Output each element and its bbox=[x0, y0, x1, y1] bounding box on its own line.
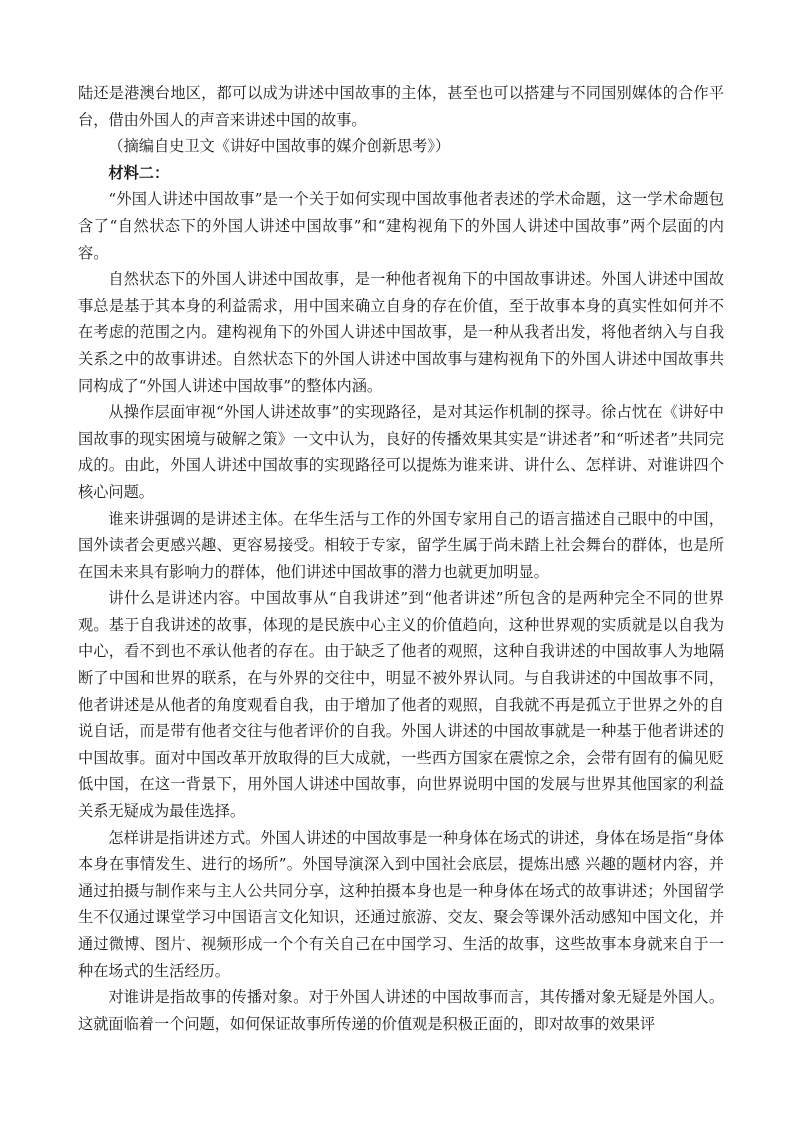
document-page bbox=[78, 80, 724, 1037]
paragraph: 怎样讲是指讲述方式。外国人讲述的中国故事是一种身体在场式的讲述，身体在场是指“身体本身在事情发生、进行的场所”。外国导演深入到中国社会底层，提炼出感 兴趣的题材内容，并通过拍摄与制作来与主人公共同分享，这种拍摄本身也是一种身体在场式的故事讲述；外国留学生不仅通过课堂学习中国语言文化知识，还通过旅游、交友、聚会等课外活动感知中国文化，并通过微博、图片、视频形成一个个有关自己在中国学习、生活的故事，这些故事本身就来自于一种在场式的生活经历。 bbox=[78, 828, 724, 980]
paragraph: 自然状态下的外国人讲述中国故事，是一种他者视角下的中国故事讲述。外国人讲述中国故事总是基于其本身的利益需求，用中国来确立自身的存在价值，至于故事本身的真实性如何并不在考虑的范围之内。建构视角下的外国人讲述中国故事，是一种从我者出发，将他者纳入与自我关系之中的故事讲述。自然状态下的外国人讲述中国故事与建构视角下的外国人讲述中国故事共同构成了“外国人讲述中国故事”的整体内涵。 bbox=[78, 270, 724, 395]
section-heading: 材料二： bbox=[108, 163, 170, 182]
paragraph: 从操作层面审视“外国人讲述故事”的实现路径，是对其运作机制的探寻。徐占忱在《讲好中国故事的现实困境与破解之策》一文中认为，良好的传播效果其实是“讲述者”和“听述者”共同完成的。由此，外国人讲述中国故事的实现路径可以提炼为谁来讲、讲什么、怎样讲、对谁讲四个核心问题。 bbox=[78, 403, 724, 501]
source-citation: （摘编自史卫文《讲好中国故事的媒介创新思考》） bbox=[108, 137, 451, 156]
paragraph: 讲什么是讲述内容。中国故事从“自我讲述”到“他者讲述”所包含的是两种完全不同的世界观。基于自我讲述的故事，体现的是民族中心主义的价值趋向，这种世界观的实质就是以自我为中心，看不到也不承认他者的存在。由于缺乏了他者的观照，这种自我讲述的中国故事人为地隔断了中国和世界的联系，在与外界的交往中，明显不被外界认同。与自我讲述的中国故事不同，他者讲述是从他者的角度观看自我，由于增加了他者的观照，自我就不再是孤立于世界之外的自说自话，而是带有他者交往与他者评价的自我。外国人讲述的中国故事就是一种基于他者讲述的中国故事。面对中国改革开放取得的巨大成就，一些西方国家在震惊之余，会带有固有的偏见贬低中国，在这一背景下，用外国人讲述中国故事，向世界说明中国的发展与世界其他国家的利益关系无疑成为最佳选择。 bbox=[78, 589, 724, 821]
paragraph: 谁来讲强调的是讲述主体。在华生活与工作的外国专家用自己的语言描述自己眼中的中国，国外读者会更感兴趣、更容易接受。相较于专家，留学生属于尚未踏上社会舞台的群体，也是所在国未来具有影响力的群体，他们讲述中国故事的潜力也就更加明显。 bbox=[78, 509, 724, 581]
paragraph: 对谁讲是指故事的传播对象。对于外国人讲述的中国故事而言，其传播对象无疑是外国人。这就面临着一个问题，如何保证故事所传递的价值观是积极正面的，即对故事的效果评 bbox=[78, 988, 724, 1033]
paragraph: “外国人讲述中国故事”是一个关于如何实现中国故事他者表述的学术命题，这一学术命题包含了“自然状态下的外国人讲述中国故事”和“建构视角下的外国人讲述中国故事”两个层面的内容。 bbox=[78, 190, 724, 262]
continuation-paragraph: 陆还是港澳台地区，都可以成为讲述中国故事的主体，甚至也可以搭建与不同国别媒体的合作平台，借由外国人的声音来讲述中国的故事。 bbox=[78, 84, 724, 129]
